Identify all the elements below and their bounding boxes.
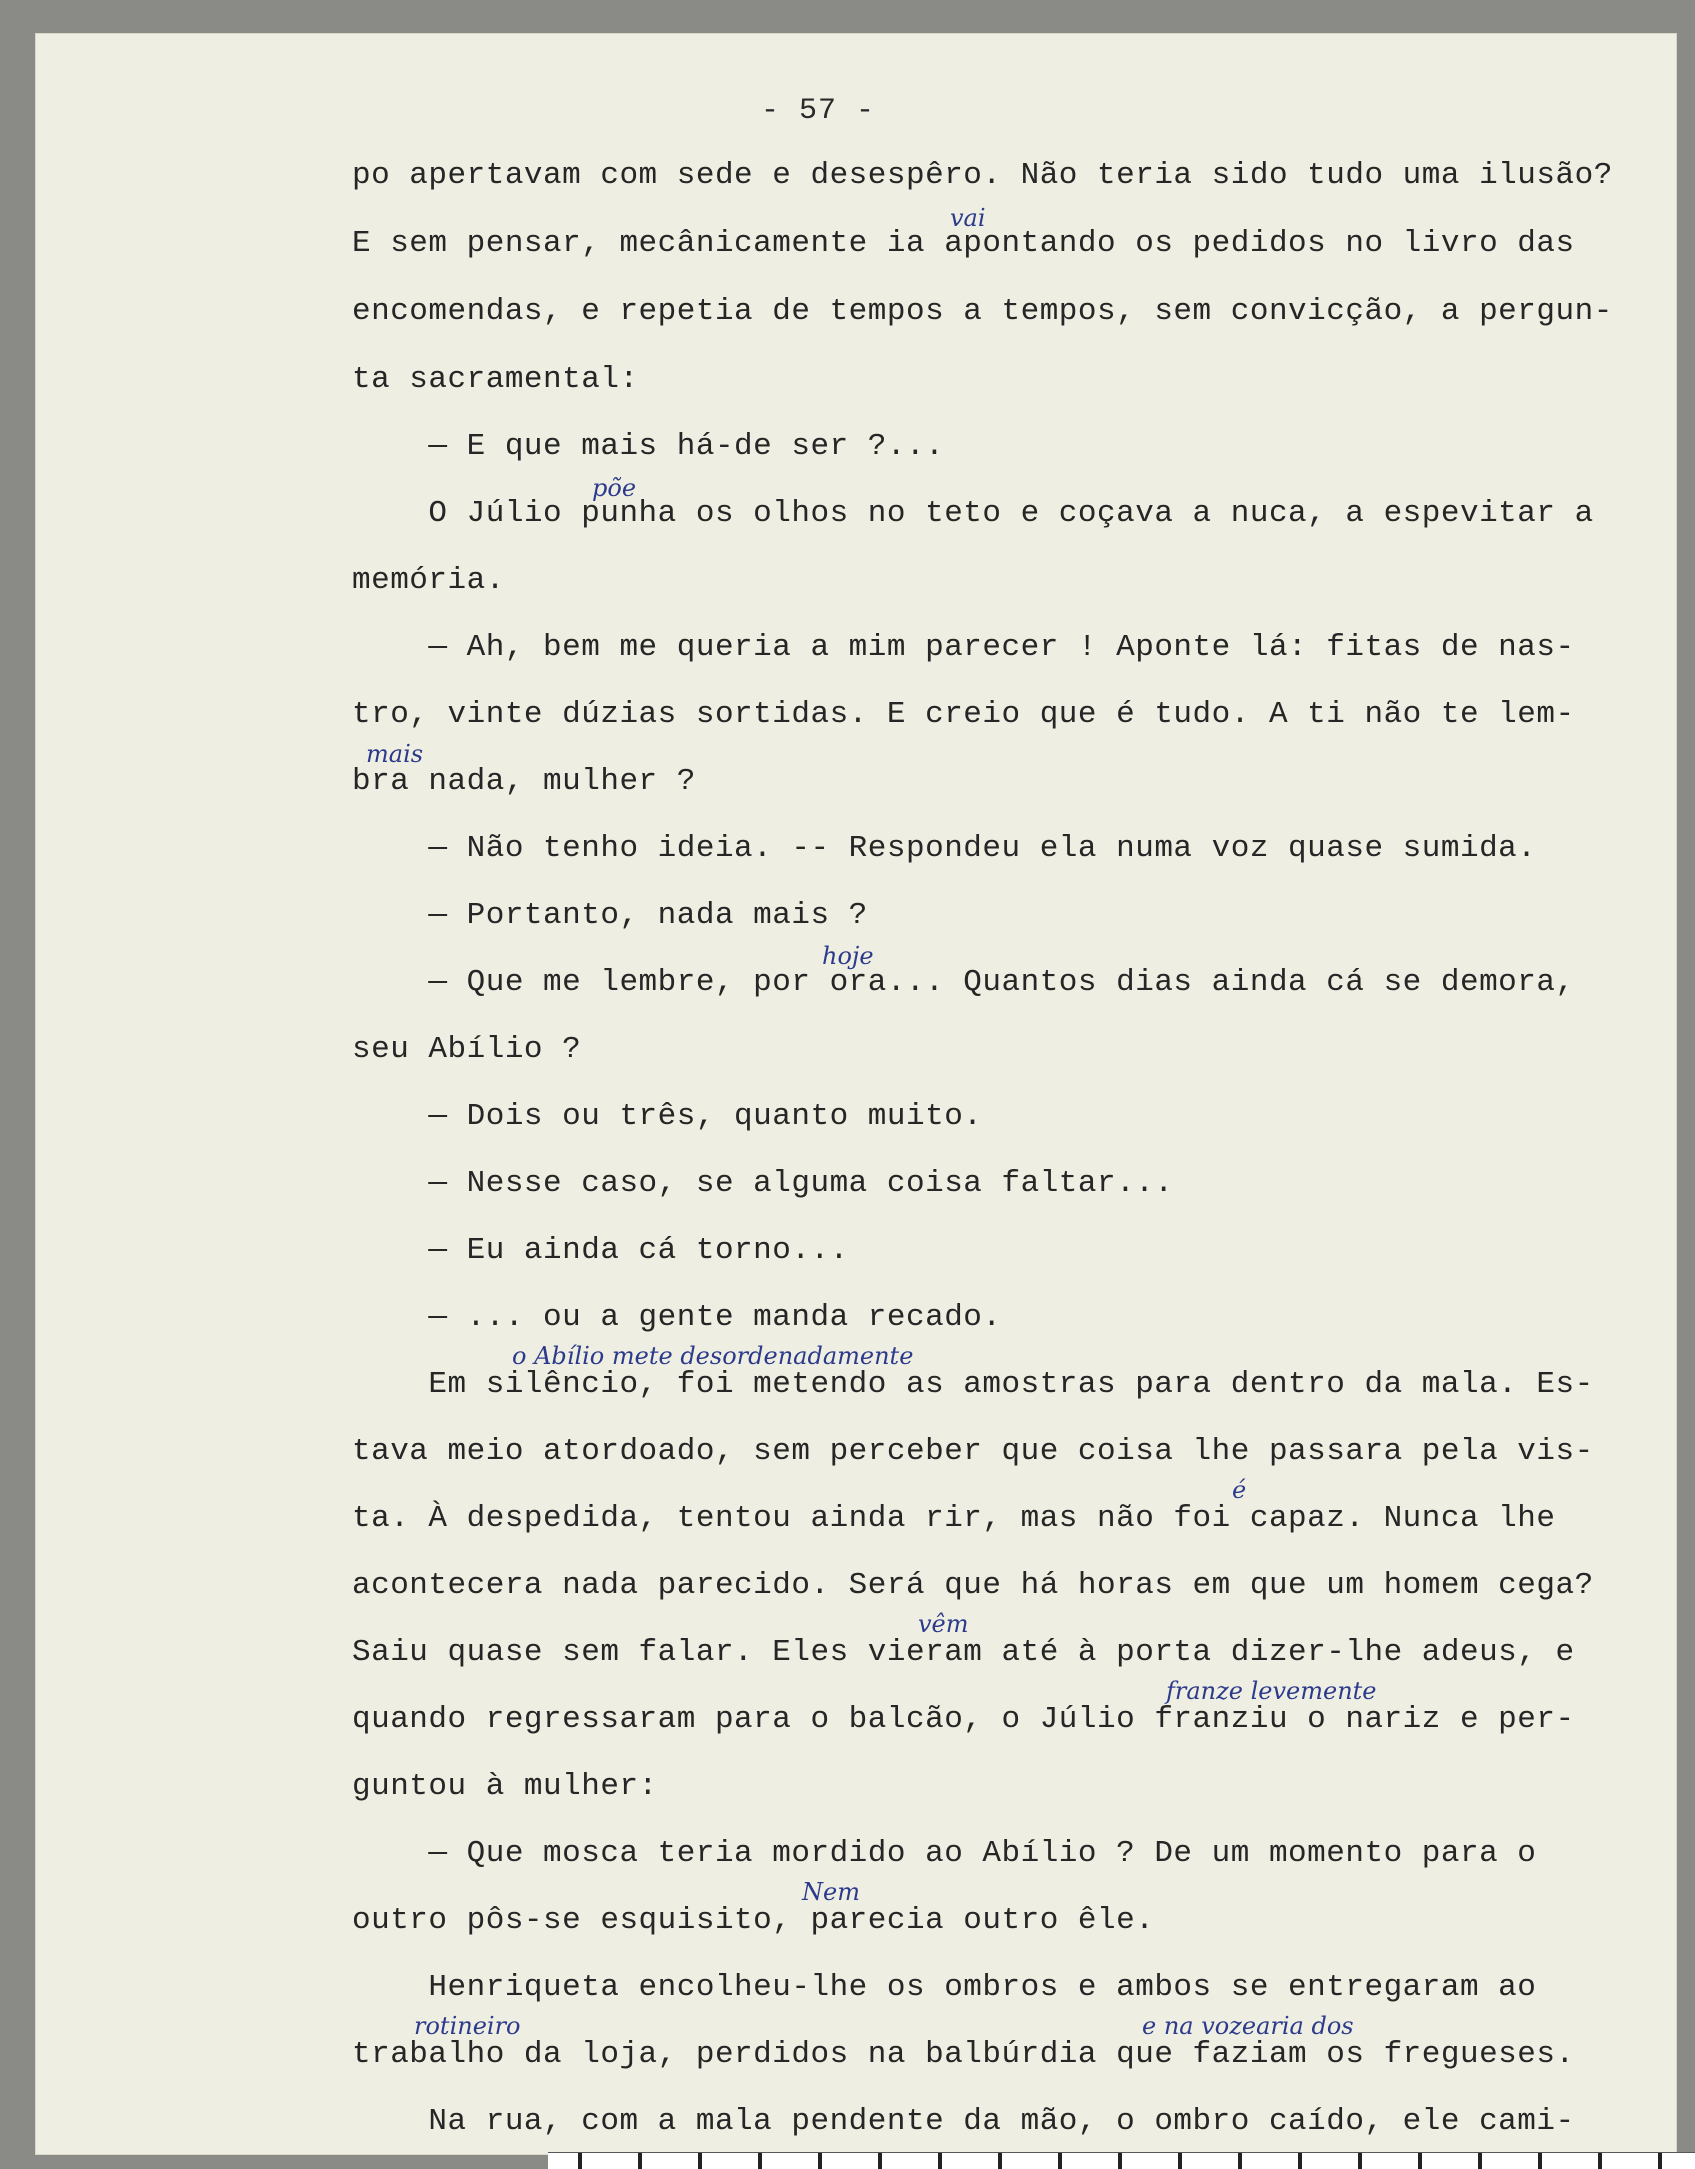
text-line: — E que mais há-de ser ?... [352,429,945,464]
handwritten-annotation: é [1232,1476,1247,1504]
handwritten-annotation: põe [592,474,637,502]
text-line: acontecera nada parecido. Será que há horas em que um homem cega? [352,1568,1594,1603]
text-line: ta. À despedida, tentou ainda rir, mas não foi capaz. Nunca lhe [352,1501,1556,1536]
text-line: memória. [352,563,505,598]
text-line: — Portanto, nada mais ? [352,898,868,933]
text-line: — Que me lembre, por ora... Quantos dias ainda cá se demora, [352,965,1575,1000]
text-line: trabalho da loja, perdidos na balbúrdia que faziam os fregueses. [352,2037,1575,2072]
text-line: bra nada, mulher ? [352,764,696,799]
color-scale-bar [548,2152,1695,2169]
handwritten-annotation: vêm [918,1610,969,1638]
text-line: — Que mosca teria mordido ao Abílio ? De um momento para o [352,1836,1537,1871]
text-line: tava meio atordoado, sem perceber que coisa lhe passara pela vis- [352,1434,1594,1469]
text-line: tro, vinte dúzias sortidas. E creio que é tudo. A ti não te lem- [352,697,1575,732]
text-line: O Júlio punha os olhos no teto e coçava a nuca, a espevitar a [352,496,1594,531]
handwritten-annotation: mais [366,740,424,768]
handwritten-annotation: e na vozearia dos [1142,2012,1354,2040]
text-line: ta sacramental: [352,362,639,397]
text-line: encomendas, e repetia de tempos a tempos, sem convicção, a pergun- [352,294,1613,329]
handwritten-annotation: o Abílio mete desordenadamente [512,1342,914,1370]
handwritten-annotation: vai [950,204,986,232]
text-line: Na rua, com a mala pendente da mão, o ombro caído, ele cami- [352,2104,1575,2139]
text-line: seu Abílio ? [352,1032,582,1067]
handwritten-annotation: Nem [802,1878,860,1906]
text-line: — Eu ainda cá torno... [352,1233,849,1268]
text-line: quando regressaram para o balcão, o Júlio franziu o nariz e per- [352,1702,1575,1737]
page-number: - 57 - [761,94,876,128]
text-line: guntou à mulher: [352,1769,658,1804]
handwritten-annotation: franze levemente [1166,1677,1377,1705]
typescript-page [36,34,1676,2154]
text-line: — Não tenho ideia. -- Respondeu ela numa voz quase sumida. [352,831,1537,866]
text-line: E sem pensar, mecânicamente ia apontando os pedidos no livro das [352,226,1575,261]
text-line: Em silêncio, foi metendo as amostras para dentro da mala. Es- [352,1367,1594,1402]
text-line: — ... ou a gente manda recado. [352,1300,1002,1335]
handwritten-annotation: rotineiro [414,2012,521,2040]
text-line: Saiu quase sem falar. Eles vieram até à porta dizer-lhe adeus, e [352,1635,1575,1670]
text-line: — Nesse caso, se alguma coisa faltar... [352,1166,1174,1201]
text-line: outro pôs-se esquisito, parecia outro êle. [352,1903,1155,1938]
text-line: — Ah, bem me queria a mim parecer ! Aponte lá: fitas de nas- [352,630,1575,665]
handwritten-annotation: hoje [822,942,874,970]
text-line: — Dois ou três, quanto muito. [352,1099,983,1134]
text-line: Henriqueta encolheu-lhe os ombros e ambos se entregaram ao [352,1970,1537,2005]
text-line: po apertavam com sede e desespêro. Não teria sido tudo uma ilusão? [352,158,1613,193]
